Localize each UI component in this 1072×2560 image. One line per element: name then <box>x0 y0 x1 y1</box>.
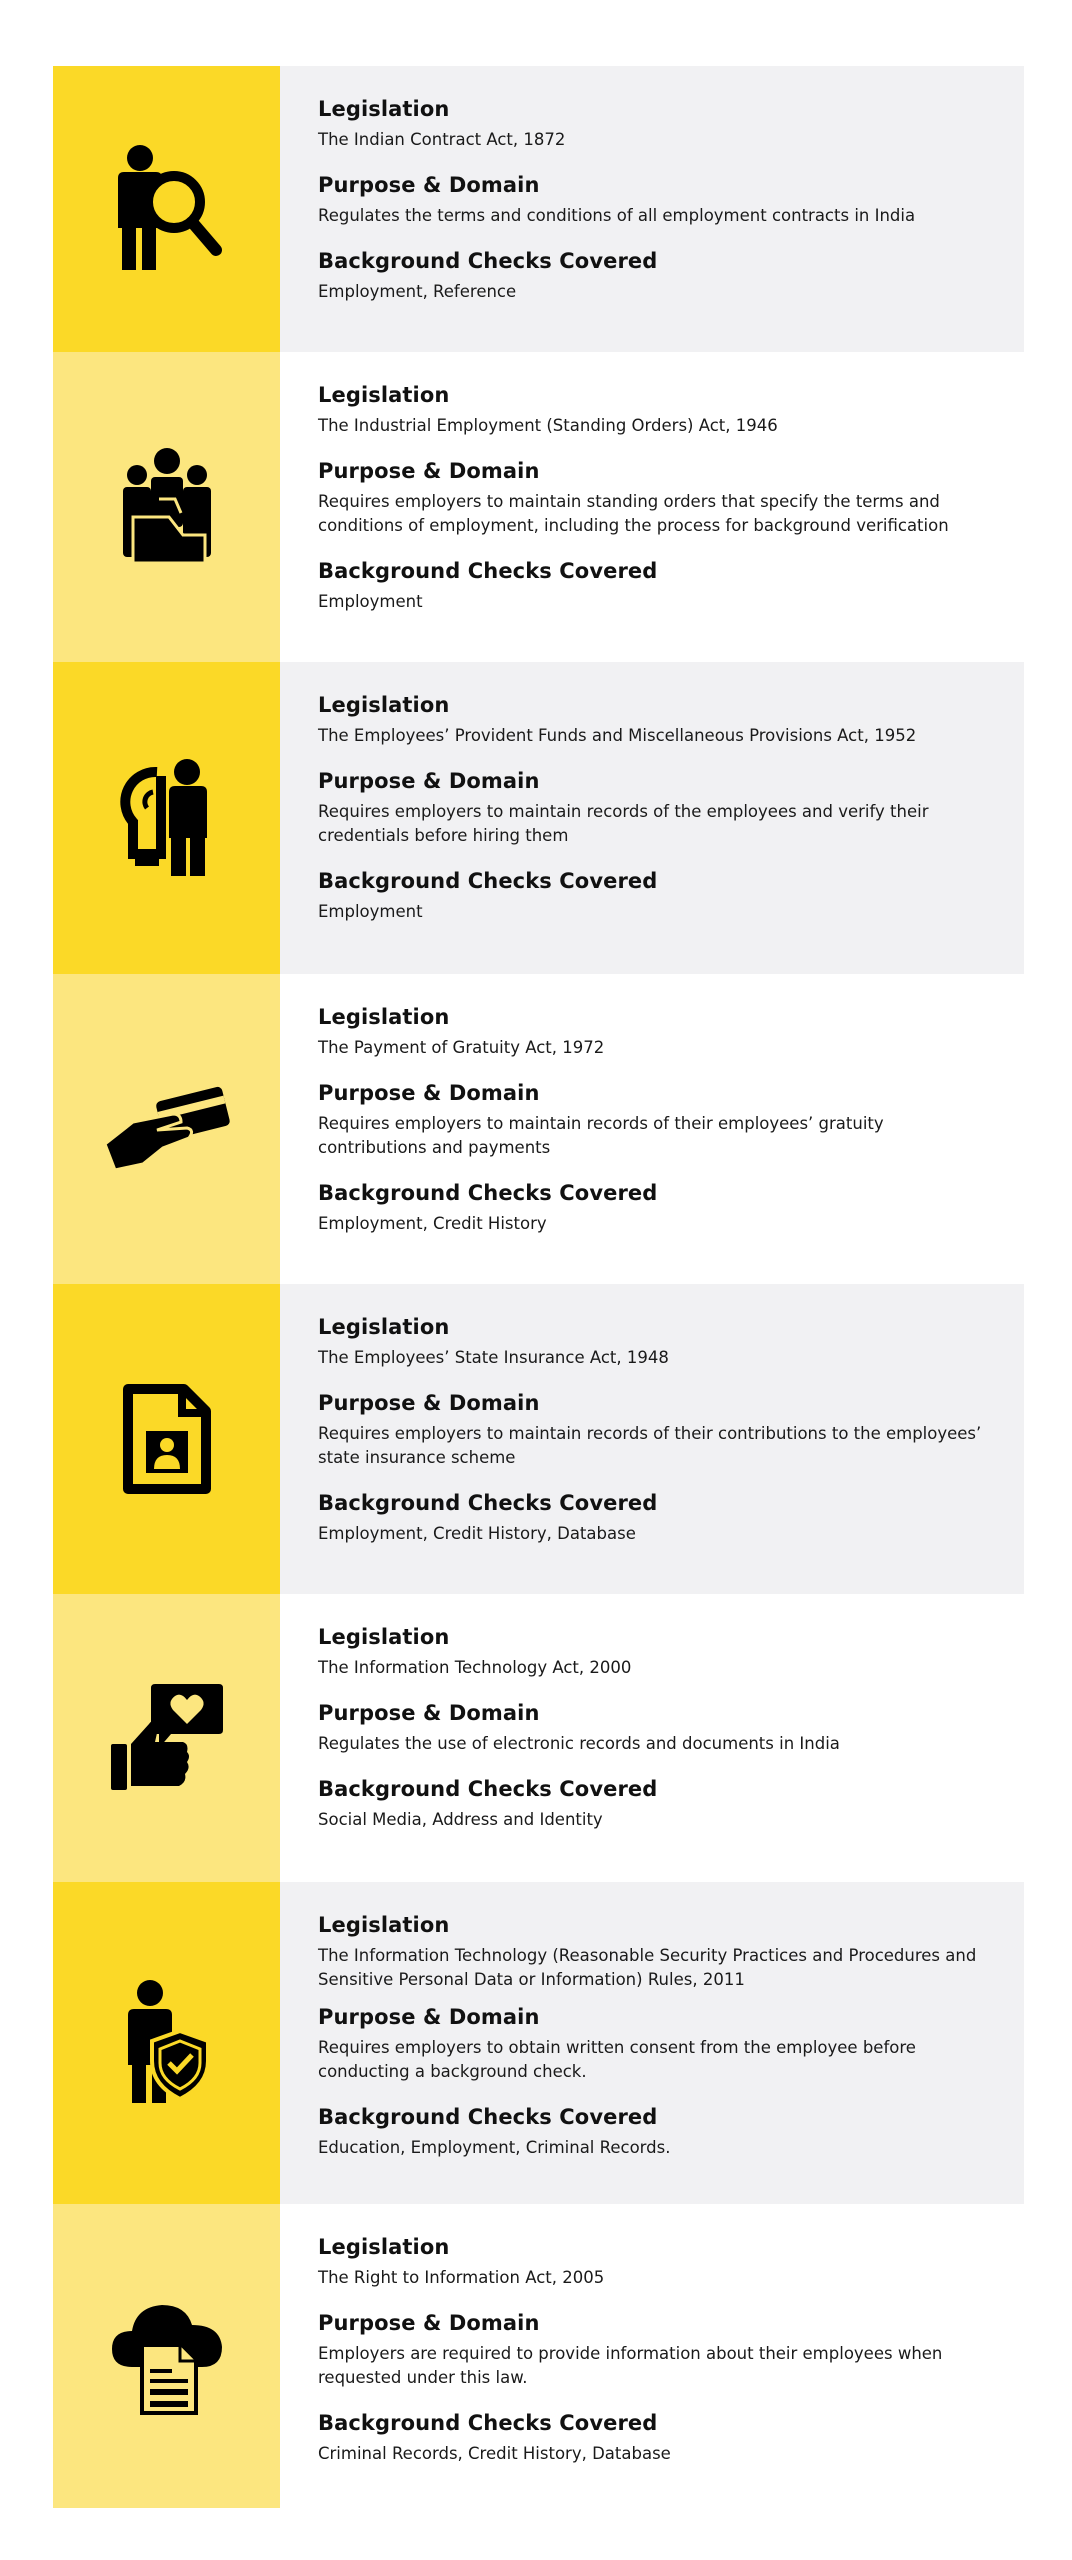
row-content <box>280 66 1024 352</box>
person-magnifier-icon <box>112 144 222 274</box>
row-content <box>280 974 1024 1284</box>
purpose-heading: Purpose & Domain <box>318 2005 540 2029</box>
legislation-heading: Legislation <box>318 1315 450 1339</box>
person-shield-icon <box>122 1979 212 2107</box>
legislation-text: The Employees’ State Insurance Act, 1948 <box>318 1348 669 1367</box>
legislation-text: The Employees’ Provident Funds and Miscellaneous Provisions Act, 1952 <box>318 726 917 745</box>
row-icon-cell <box>53 66 280 352</box>
legislation-heading: Legislation <box>318 1625 450 1649</box>
checks-text: Employment, Credit History, Database <box>318 1524 636 1543</box>
legislation-row <box>53 2204 1024 2508</box>
checks-heading: Background Checks Covered <box>318 249 658 273</box>
row-icon-cell <box>53 1594 280 1882</box>
checks-text: Employment, Reference <box>318 282 517 301</box>
checks-heading: Background Checks Covered <box>318 1491 658 1515</box>
legislation-text: The Indian Contract Act, 1872 <box>318 130 566 149</box>
purpose-text: Regulates the use of electronic records and documents in India <box>318 1734 840 1753</box>
legislation-text: The Information Technology (Reasonable Security Practices and Procedures and Sensitive Personal Data or Information) Rules, 2011 <box>318 1946 977 1989</box>
purpose-text: Requires employers to maintain records of the employees and verify their credentials before hiring them <box>318 802 929 845</box>
row-content <box>280 1882 1024 2204</box>
purpose-heading: Purpose & Domain <box>318 769 540 793</box>
profile-document-icon <box>122 1383 212 1495</box>
legislation-row <box>53 66 1024 352</box>
hand-card-icon <box>103 1084 231 1174</box>
legislation-heading: Legislation <box>318 97 450 121</box>
checks-heading: Background Checks Covered <box>318 559 658 583</box>
checks-heading: Background Checks Covered <box>318 2411 658 2435</box>
row-icon-cell <box>53 352 280 662</box>
purpose-text: Regulates the terms and conditions of all employment contracts in India <box>318 206 916 225</box>
purpose-heading: Purpose & Domain <box>318 459 540 483</box>
checks-heading: Background Checks Covered <box>318 1777 658 1801</box>
row-content <box>280 2204 1024 2508</box>
row-content <box>280 352 1024 662</box>
team-handshake-icon <box>119 447 215 567</box>
purpose-text: Requires employers to obtain written consent from the employee before conducting a background check. <box>318 2038 916 2081</box>
purpose-text: Requires employers to maintain records of their contributions to the employees’ state insurance scheme <box>318 1424 982 1467</box>
purpose-heading: Purpose & Domain <box>318 2311 540 2335</box>
legislation-heading: Legislation <box>318 1005 450 1029</box>
checks-heading: Background Checks Covered <box>318 2105 658 2129</box>
legislation-text: The Industrial Employment (Standing Orders) Act, 1946 <box>318 416 778 435</box>
legislation-heading: Legislation <box>318 1913 450 1937</box>
checks-heading: Background Checks Covered <box>318 1181 658 1205</box>
row-icon-cell <box>53 974 280 1284</box>
checks-text: Social Media, Address and Identity <box>318 1810 603 1829</box>
thumbs-up-heart-icon <box>109 1680 225 1796</box>
row-icon-cell <box>53 1882 280 2204</box>
legislation-row <box>53 352 1024 662</box>
legislation-table <box>53 66 1024 2508</box>
legislation-text: The Payment of Gratuity Act, 1972 <box>318 1038 605 1057</box>
row-content <box>280 662 1024 974</box>
row-content <box>280 1284 1024 1594</box>
checks-text: Criminal Records, Credit History, Database <box>318 2444 671 2463</box>
legislation-heading: Legislation <box>318 383 450 407</box>
legislation-row <box>53 1284 1024 1594</box>
row-content <box>280 1594 1024 1882</box>
purpose-text: Employers are required to provide information about their employees when requested under this law. <box>318 2344 943 2387</box>
purpose-text: Requires employers to maintain records of their employees’ gratuity contributions and payments <box>318 1114 884 1157</box>
checks-text: Employment, Credit History <box>318 1214 547 1233</box>
legislation-heading: Legislation <box>318 693 450 717</box>
purpose-text: Requires employers to maintain standing orders that specify the terms and conditions of employment, including the process for background verification <box>318 492 949 535</box>
person-lightbulb-icon <box>117 758 217 878</box>
legislation-row <box>53 662 1024 974</box>
row-icon-cell <box>53 2204 280 2508</box>
purpose-heading: Purpose & Domain <box>318 1701 540 1725</box>
checks-text: Education, Employment, Criminal Records. <box>318 2138 671 2157</box>
purpose-heading: Purpose & Domain <box>318 173 540 197</box>
legislation-row <box>53 1882 1024 2204</box>
checks-text: Employment <box>318 592 423 611</box>
legislation-text: The Right to Information Act, 2005 <box>318 2268 605 2287</box>
legislation-heading: Legislation <box>318 2235 450 2259</box>
checks-text: Employment <box>318 902 423 921</box>
purpose-heading: Purpose & Domain <box>318 1081 540 1105</box>
row-icon-cell <box>53 1284 280 1594</box>
legislation-row <box>53 1594 1024 1882</box>
row-icon-cell <box>53 662 280 974</box>
legislation-text: The Information Technology Act, 2000 <box>318 1658 632 1677</box>
purpose-heading: Purpose & Domain <box>318 1391 540 1415</box>
checks-heading: Background Checks Covered <box>318 869 658 893</box>
legislation-row <box>53 974 1024 1284</box>
cloud-document-icon <box>108 2297 226 2415</box>
